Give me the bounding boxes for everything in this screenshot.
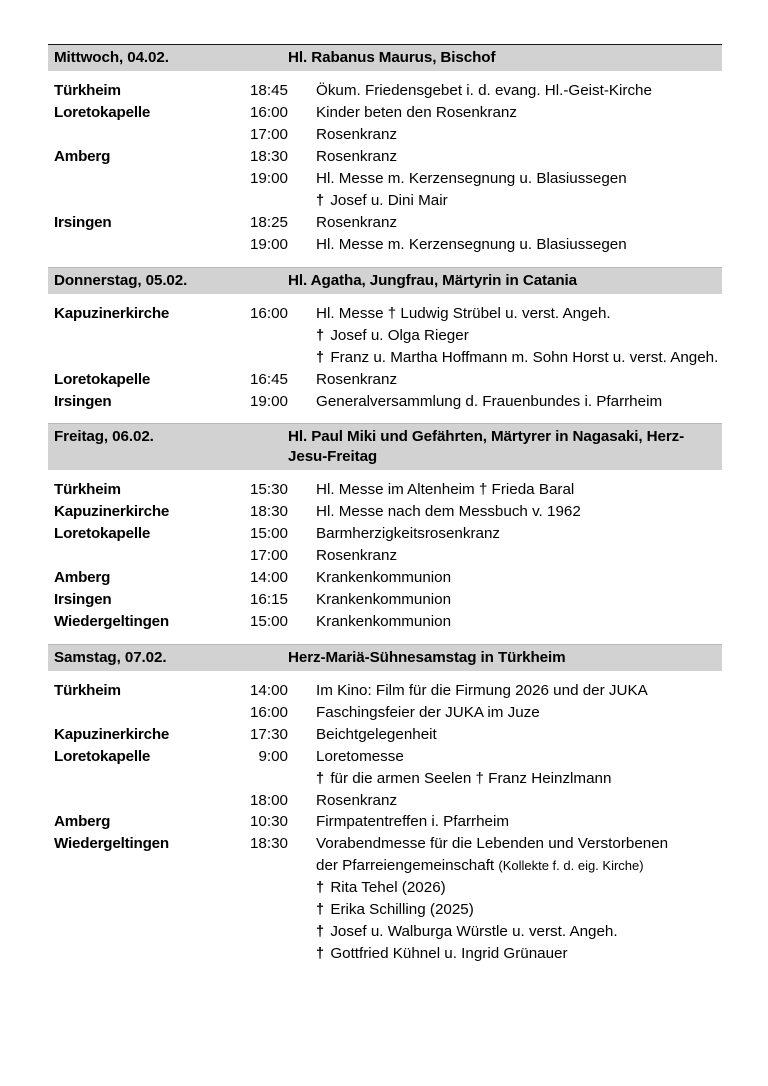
- schedule-entry-row: [48, 146, 722, 168]
- entry-time: 17:30: [249, 725, 288, 743]
- entry-text: Franz u. Martha Hoffmann m. Sohn Horst u. verst. Angeh.: [330, 348, 719, 366]
- entry-description-line: [316, 102, 722, 124]
- entry-text: Gottfried Kühnel u. Ingrid Grünauer: [330, 944, 568, 962]
- entry-time: 18:30: [249, 835, 288, 853]
- schedule-entry-row: [48, 811, 722, 833]
- entry-time: 19:00: [249, 392, 288, 410]
- entry-text: Ökum. Friedensgebet i. d. evang. Hl.-Geist-Kirche: [316, 82, 652, 100]
- schedule-entry-row: [48, 702, 722, 724]
- entry-place: Loretokapelle: [54, 525, 151, 543]
- schedule-entry-row: [48, 611, 722, 633]
- day-header: [48, 424, 722, 470]
- entry-description-line: [316, 479, 722, 501]
- entry-time: 16:45: [249, 370, 288, 388]
- entry-text: Krankenkommunion: [316, 612, 452, 630]
- entry-description: [288, 369, 722, 391]
- entry-text: Josef u. Walburga Würstle u. verst. Angeh.: [330, 922, 618, 940]
- day-date: Freitag, 06.02.: [54, 428, 154, 446]
- entry-description-line: [316, 702, 722, 724]
- entry-text: Josef u. Olga Rieger: [330, 326, 469, 344]
- entry-text: Rosenkranz: [316, 148, 398, 166]
- entry-text: Hl. Messe nach dem Messbuch v. 1962: [316, 503, 581, 521]
- entry-place: Loretokapelle: [54, 104, 151, 122]
- cross-icon: †: [316, 770, 325, 787]
- entry-description: [288, 833, 722, 964]
- entry-description-line: [316, 168, 722, 190]
- schedule-entry-row: [48, 523, 722, 545]
- day-entries: [48, 671, 722, 976]
- schedule-entry-row: [48, 168, 722, 212]
- entry-place: Amberg: [54, 568, 111, 586]
- entry-text-note: (Kollekte f. d. eig. Kirche): [498, 858, 644, 874]
- entry-text: Rosenkranz: [316, 791, 398, 809]
- entry-place: Loretokapelle: [54, 747, 151, 765]
- entry-time: 18:30: [249, 503, 288, 521]
- schedule-entry-row: [48, 479, 722, 501]
- entry-description: [288, 680, 722, 702]
- schedule-entry-row: [48, 212, 722, 234]
- entry-text: Beichtgelegenheit: [316, 725, 437, 743]
- entry-text: Faschingsfeier der JUKA im Juze: [316, 703, 540, 721]
- entry-description: [288, 102, 722, 124]
- entry-description-line: [316, 567, 722, 589]
- entry-text: Generalversammlung d. Frauenbundes i. Pfarrheim: [316, 392, 663, 410]
- cross-icon: †: [316, 880, 325, 897]
- schedule-entry-row: [48, 303, 722, 369]
- entry-text: Rosenkranz: [316, 370, 398, 388]
- entry-description: [288, 391, 722, 413]
- cross-icon: †: [316, 901, 325, 918]
- entry-description-line: [316, 611, 722, 633]
- entry-text: der Pfarreiengemeinschaft: [316, 857, 499, 875]
- entry-description-line: [316, 811, 722, 833]
- entry-description-line: [316, 303, 722, 325]
- entry-description: [288, 80, 722, 102]
- day-entries: [48, 71, 722, 266]
- entry-description-line: [316, 877, 722, 899]
- entry-description-line: [316, 80, 722, 102]
- entry-description: [288, 479, 722, 501]
- schedule-entry-row: [48, 724, 722, 746]
- entry-text: für die armen Seelen † Franz Heinzlmann: [330, 769, 612, 787]
- entry-text: Josef u. Dini Mair: [330, 191, 448, 209]
- entry-place: Amberg: [54, 148, 111, 166]
- entry-time: 18:25: [249, 213, 288, 231]
- cross-icon: †: [316, 327, 325, 344]
- entry-text: Firmpatentreffen i. Pfarrheim: [316, 813, 510, 831]
- day-section: [48, 267, 722, 424]
- entry-description-line: [316, 680, 722, 702]
- schedule-entry-row: [48, 545, 722, 567]
- entry-place: Irsingen: [54, 590, 112, 608]
- entry-time: 15:00: [249, 525, 288, 543]
- entry-text: Rita Tehel (2026): [330, 879, 446, 897]
- entry-description: [288, 746, 722, 790]
- schedule-entry-row: [48, 833, 722, 964]
- entry-text: Hl. Messe im Altenheim † Frieda Baral: [316, 481, 575, 499]
- entry-time: 17:00: [249, 547, 288, 565]
- day-header: [48, 645, 722, 671]
- entry-time: 16:15: [249, 590, 288, 608]
- entry-time: 16:00: [249, 305, 288, 323]
- day-section: [48, 644, 722, 976]
- entry-time: 18:30: [249, 148, 288, 166]
- entry-description-line: [316, 234, 722, 256]
- schedule-entry-row: [48, 790, 722, 812]
- entry-place: Loretokapelle: [54, 370, 151, 388]
- entry-place: Kapuzinerkirche: [54, 305, 170, 323]
- entry-place: Wiedergeltingen: [54, 612, 169, 630]
- entry-time: 16:00: [249, 104, 288, 122]
- schedule-entry-row: [48, 124, 722, 146]
- entry-description: [288, 567, 722, 589]
- entry-time: 17:00: [249, 126, 288, 144]
- entry-description-line: [316, 589, 722, 611]
- schedule-entry-row: [48, 234, 722, 256]
- schedule-entry-row: [48, 589, 722, 611]
- day-feast: Hl. Agatha, Jungfrau, Märtyrin in Catania: [288, 271, 578, 289]
- entry-place: Kapuzinerkirche: [54, 503, 170, 521]
- schedule-entry-row: [48, 391, 722, 413]
- entry-description-line: [316, 124, 722, 146]
- entry-place: Kapuzinerkirche: [54, 725, 170, 743]
- schedule-entry-row: [48, 369, 722, 391]
- entry-description: [288, 724, 722, 746]
- day-entries: [48, 470, 722, 643]
- entry-time: 10:30: [249, 813, 288, 831]
- entry-text: Hl. Messe m. Kerzensegnung u. Blasiussegen: [316, 170, 627, 188]
- entry-place: Türkheim: [54, 481, 121, 499]
- cross-icon: †: [316, 923, 325, 940]
- entry-text: Kinder beten den Rosenkranz: [316, 104, 517, 122]
- entry-description-line: [316, 921, 722, 943]
- entry-text: Hl. Messe m. Kerzensegnung u. Blasiussegen: [316, 235, 627, 253]
- entry-description: [288, 589, 722, 611]
- entry-time: 16:00: [249, 703, 288, 721]
- entry-description-line: [316, 943, 722, 965]
- day-section: [48, 44, 722, 267]
- entry-description-line: [316, 746, 722, 768]
- entry-time: 14:00: [249, 682, 288, 700]
- cross-icon: †: [316, 349, 325, 366]
- schedule-entry-row: [48, 501, 722, 523]
- entry-description: [288, 702, 722, 724]
- entry-description-line: [316, 369, 722, 391]
- entry-description: [288, 611, 722, 633]
- day-entries: [48, 294, 722, 423]
- entry-description: [288, 501, 722, 523]
- entry-description-line: [316, 523, 722, 545]
- entry-description-line: [316, 347, 722, 369]
- entry-description: [288, 545, 722, 567]
- entry-time: 14:00: [249, 568, 288, 586]
- schedule-entry-row: [48, 102, 722, 124]
- day-header: [48, 45, 722, 71]
- day-date: Donnerstag, 05.02.: [54, 271, 188, 289]
- entry-time: 9:00: [258, 747, 288, 765]
- entry-description: [288, 523, 722, 545]
- entry-place: Wiedergeltingen: [54, 835, 169, 853]
- entry-description-line: [316, 146, 722, 168]
- entry-time: 19:00: [249, 170, 288, 188]
- entry-description-line: [316, 790, 722, 812]
- schedule-entry-row: [48, 746, 722, 790]
- entry-place: Irsingen: [54, 392, 112, 410]
- entry-time: 15:30: [249, 481, 288, 499]
- entry-description: [288, 790, 722, 812]
- entry-text: Rosenkranz: [316, 213, 398, 231]
- day-feast: Herz-Mariä-Sühnesamstag in Türkheim: [288, 648, 566, 666]
- entry-text: Loretomesse: [316, 747, 404, 765]
- entry-place: Türkheim: [54, 82, 121, 100]
- entry-time: 18:00: [249, 791, 288, 809]
- entry-description-line: [316, 391, 722, 413]
- entry-description: [288, 303, 722, 369]
- schedule-entry-row: [48, 567, 722, 589]
- entry-description-line: [316, 325, 722, 347]
- entry-time: 18:45: [249, 82, 288, 100]
- entry-description-line: [316, 212, 722, 234]
- entry-description-line: [316, 899, 722, 921]
- entry-description: [288, 168, 722, 212]
- day-section: [48, 423, 722, 643]
- entry-text: Hl. Messe † Ludwig Strübel u. verst. Angeh.: [316, 305, 611, 323]
- entry-description-line: [316, 855, 722, 877]
- entry-description: [288, 811, 722, 833]
- entry-description-line: [316, 724, 722, 746]
- schedule-entry-row: [48, 680, 722, 702]
- day-date: Mittwoch, 04.02.: [54, 49, 169, 66]
- schedule-entry-row: [48, 80, 722, 102]
- day-header: [48, 268, 722, 294]
- entry-text: Rosenkranz: [316, 547, 398, 565]
- entry-description: [288, 234, 722, 256]
- entry-text: Erika Schilling (2025): [330, 900, 474, 918]
- day-feast: Hl. Rabanus Maurus, Bischof: [288, 49, 496, 66]
- entry-time: 19:00: [249, 235, 288, 253]
- entry-text: Im Kino: Film für die Firmung 2026 und der JUKA: [316, 682, 648, 700]
- entry-description-line: [316, 545, 722, 567]
- entry-time: 15:00: [249, 612, 288, 630]
- entry-place: Amberg: [54, 813, 111, 831]
- entry-description-line: [316, 190, 722, 212]
- entry-description: [288, 124, 722, 146]
- service-schedule-table: [48, 44, 722, 976]
- cross-icon: †: [316, 192, 325, 209]
- entry-description-line: [316, 768, 722, 790]
- entry-text: Rosenkranz: [316, 126, 398, 144]
- entry-description: [288, 146, 722, 168]
- entry-description-line: [316, 501, 722, 523]
- entry-place: Irsingen: [54, 213, 112, 231]
- entry-place: Türkheim: [54, 682, 121, 700]
- entry-text: Vorabendmesse für die Lebenden und Verstorbenen: [316, 835, 669, 853]
- day-feast: Hl. Paul Miki und Gefährten, Märtyrer in Nagasaki, Herz-Jesu-Freitag: [288, 428, 685, 465]
- entry-text: Krankenkommunion: [316, 590, 452, 608]
- entry-text: Barmherzigkeitsrosenkranz: [316, 525, 501, 543]
- entry-text: Krankenkommunion: [316, 568, 452, 586]
- cross-icon: †: [316, 945, 325, 962]
- day-date: Samstag, 07.02.: [54, 648, 167, 666]
- entry-description: [288, 212, 722, 234]
- entry-description-line: [316, 833, 722, 855]
